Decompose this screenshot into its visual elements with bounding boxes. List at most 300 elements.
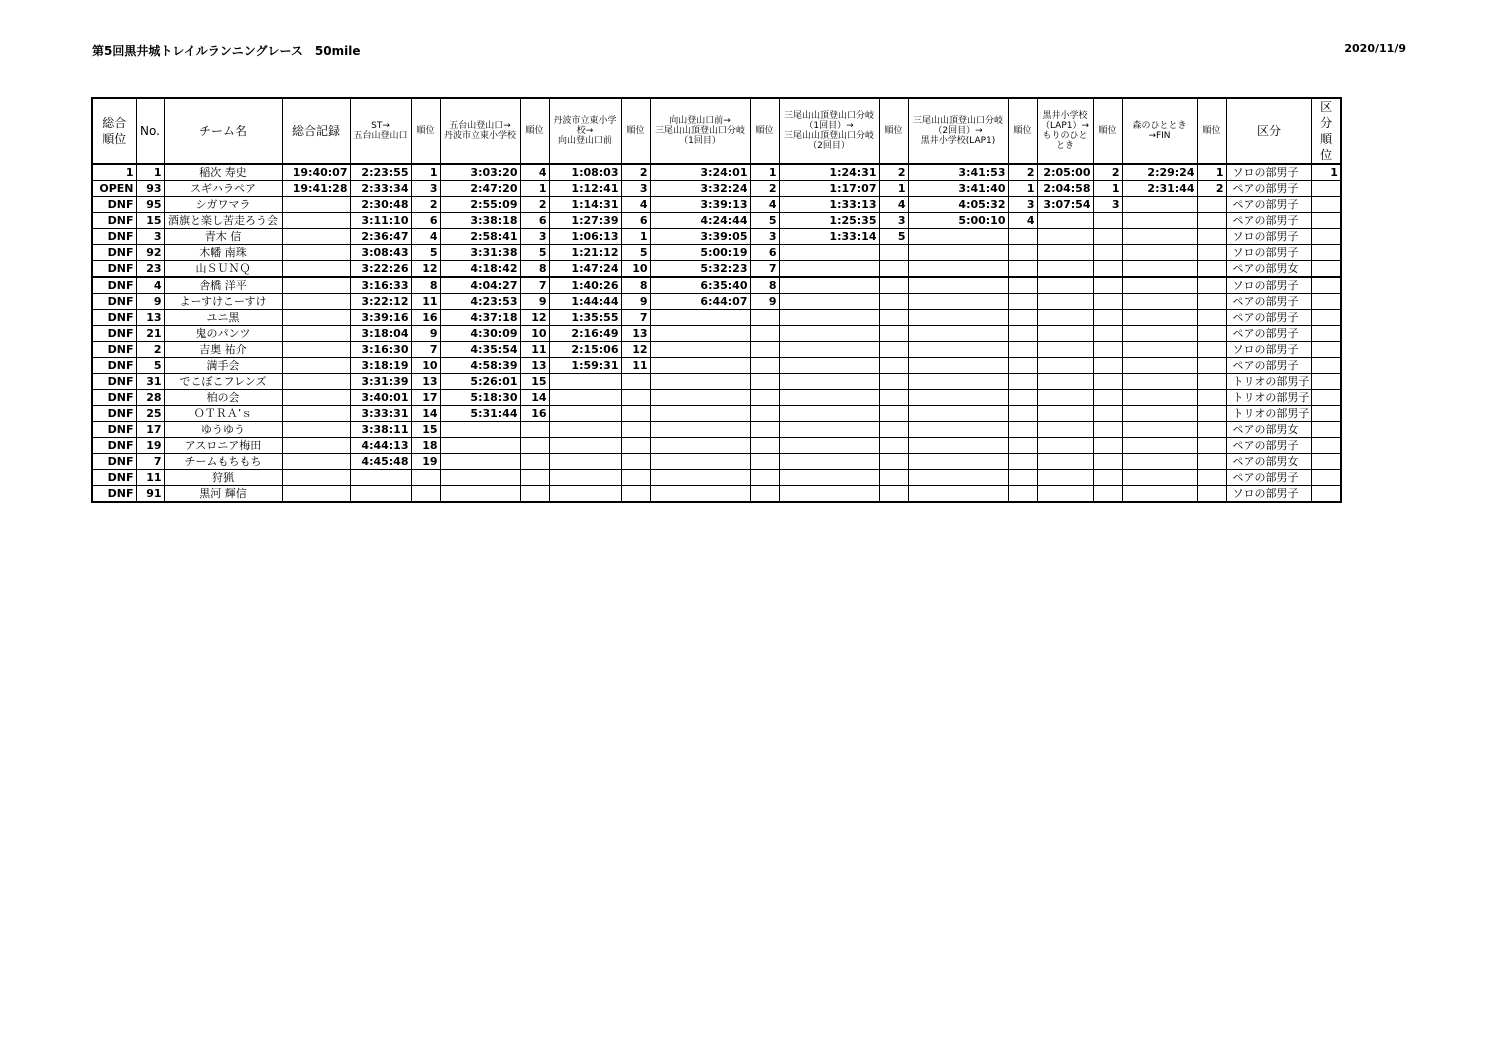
table-cell: 3 bbox=[879, 213, 908, 229]
table-cell: 10 bbox=[621, 261, 650, 278]
table-cell bbox=[282, 422, 350, 438]
table-cell bbox=[1122, 310, 1197, 326]
column-header: 順位 bbox=[750, 98, 779, 164]
table-cell bbox=[879, 438, 908, 454]
table-row bbox=[92, 294, 1341, 310]
table-cell: 3:18:04 bbox=[350, 326, 411, 342]
table-cell bbox=[1093, 294, 1122, 310]
table-cell: 2 bbox=[1197, 181, 1226, 197]
table-cell: 青木 信 bbox=[164, 229, 282, 245]
table-cell bbox=[1197, 310, 1226, 326]
table-cell bbox=[1008, 374, 1037, 390]
table-cell: DNF bbox=[92, 213, 136, 229]
table-cell: ペアの部男子 bbox=[1226, 358, 1312, 374]
table-cell bbox=[1122, 213, 1197, 229]
table-cell: 5 bbox=[520, 245, 549, 261]
table-cell: 9 bbox=[621, 294, 650, 310]
table-cell: 3:16:33 bbox=[350, 277, 411, 294]
table-cell: 4:24:44 bbox=[650, 213, 750, 229]
table-cell: 95 bbox=[136, 197, 164, 213]
table-cell bbox=[621, 374, 650, 390]
table-cell bbox=[1093, 438, 1122, 454]
table-cell: 15 bbox=[411, 422, 440, 438]
table-cell: 91 bbox=[136, 486, 164, 503]
table-cell: 1 bbox=[1008, 181, 1037, 197]
table-cell: 1:40:26 bbox=[549, 277, 621, 294]
table-cell: 1 bbox=[1312, 164, 1341, 181]
table-cell bbox=[908, 486, 1008, 503]
table-cell: 5:00:19 bbox=[650, 245, 750, 261]
table-cell: 1 bbox=[879, 181, 908, 197]
table-cell: ペアの部男子 bbox=[1226, 438, 1312, 454]
table-cell: 2 bbox=[136, 342, 164, 358]
table-cell bbox=[1037, 245, 1093, 261]
table-cell: DNF bbox=[92, 470, 136, 486]
table-cell bbox=[1312, 229, 1341, 245]
table-cell bbox=[350, 486, 411, 503]
table-row bbox=[92, 197, 1341, 213]
table-cell bbox=[1037, 342, 1093, 358]
table-cell: 6 bbox=[411, 213, 440, 229]
column-header: 三尾山山頂登山口分岐 （2回目）→ 黒井小学校(LAP1) bbox=[908, 98, 1008, 164]
table-cell bbox=[549, 470, 621, 486]
table-cell: 13 bbox=[520, 358, 549, 374]
table-cell bbox=[879, 326, 908, 342]
table-cell bbox=[650, 486, 750, 503]
table-cell bbox=[1008, 390, 1037, 406]
table-cell: 7 bbox=[621, 310, 650, 326]
table-cell bbox=[1197, 422, 1226, 438]
table-cell: 23 bbox=[136, 261, 164, 278]
table-cell bbox=[1197, 454, 1226, 470]
table-cell bbox=[1197, 261, 1226, 278]
table-cell bbox=[1093, 486, 1122, 503]
table-cell bbox=[750, 342, 779, 358]
table-cell: 2:15:06 bbox=[549, 342, 621, 358]
table-cell bbox=[1093, 422, 1122, 438]
table-cell: ＯＴＲＡ’ｓ bbox=[164, 406, 282, 422]
table-cell: 吉奥 祐介 bbox=[164, 342, 282, 358]
table-cell bbox=[1312, 277, 1341, 294]
table-cell: 3:24:01 bbox=[650, 164, 750, 181]
table-cell bbox=[1122, 277, 1197, 294]
table-cell: 8 bbox=[411, 277, 440, 294]
table-row bbox=[92, 406, 1341, 422]
table-cell: 13 bbox=[621, 326, 650, 342]
table-cell bbox=[1093, 454, 1122, 470]
table-cell bbox=[1312, 326, 1341, 342]
table-cell bbox=[1008, 438, 1037, 454]
table-cell: 3:22:26 bbox=[350, 261, 411, 278]
table-cell: 21 bbox=[136, 326, 164, 342]
document-title: 第5回黒井城トレイルランニングレース 50mile bbox=[92, 44, 361, 58]
table-cell bbox=[1037, 261, 1093, 278]
table-cell bbox=[879, 406, 908, 422]
table-cell bbox=[621, 422, 650, 438]
table-cell: 5 bbox=[411, 245, 440, 261]
table-cell: 2:36:47 bbox=[350, 229, 411, 245]
table-cell: 6 bbox=[621, 213, 650, 229]
table-cell bbox=[908, 326, 1008, 342]
table-cell: 1:44:44 bbox=[549, 294, 621, 310]
table-cell bbox=[779, 261, 879, 278]
table-cell: 31 bbox=[136, 374, 164, 390]
column-header: ST→ 五台山登山口 bbox=[350, 98, 411, 164]
table-cell: 3 bbox=[750, 229, 779, 245]
table-cell bbox=[350, 470, 411, 486]
table-cell: 1:21:12 bbox=[549, 245, 621, 261]
table-cell bbox=[1197, 358, 1226, 374]
table-cell bbox=[1008, 422, 1037, 438]
table-cell: ペアの部男子 bbox=[1226, 181, 1312, 197]
table-cell bbox=[1122, 326, 1197, 342]
table-cell bbox=[1037, 277, 1093, 294]
table-cell bbox=[1312, 454, 1341, 470]
table-cell: 19:40:07 bbox=[282, 164, 350, 181]
table-cell: 4:23:53 bbox=[440, 294, 520, 310]
table-cell: 28 bbox=[136, 390, 164, 406]
table-cell bbox=[1037, 294, 1093, 310]
table-cell bbox=[879, 342, 908, 358]
table-cell bbox=[1008, 406, 1037, 422]
column-header: 黒井小学校 （LAP1）→ もりのひととき bbox=[1037, 98, 1093, 164]
table-cell: DNF bbox=[92, 390, 136, 406]
table-cell bbox=[1093, 470, 1122, 486]
table-cell bbox=[1312, 294, 1341, 310]
table-cell: 2 bbox=[750, 181, 779, 197]
table-cell: 3:22:12 bbox=[350, 294, 411, 310]
table-cell bbox=[879, 310, 908, 326]
table-cell: 酒旗と楽し苦走ろう会 bbox=[164, 213, 282, 229]
table-cell: 1 bbox=[1197, 164, 1226, 181]
table-cell: 16 bbox=[520, 406, 549, 422]
table-cell bbox=[1312, 213, 1341, 229]
table-cell: 10 bbox=[520, 326, 549, 342]
column-header: 区分 bbox=[1226, 98, 1312, 164]
table-cell bbox=[908, 229, 1008, 245]
table-cell: 黒河 輝信 bbox=[164, 486, 282, 503]
table-cell bbox=[1312, 197, 1341, 213]
table-cell bbox=[411, 470, 440, 486]
table-cell bbox=[1197, 438, 1226, 454]
table-cell bbox=[1093, 374, 1122, 390]
table-cell bbox=[879, 294, 908, 310]
table-cell: 2:30:48 bbox=[350, 197, 411, 213]
table-cell bbox=[1093, 277, 1122, 294]
table-cell: 7 bbox=[520, 277, 549, 294]
table-cell bbox=[750, 454, 779, 470]
table-cell: 12 bbox=[621, 342, 650, 358]
table-cell bbox=[1037, 390, 1093, 406]
table-cell bbox=[520, 454, 549, 470]
table-cell: 1:59:31 bbox=[549, 358, 621, 374]
table-cell bbox=[282, 486, 350, 503]
table-cell: 14 bbox=[411, 406, 440, 422]
table-cell: 5 bbox=[136, 358, 164, 374]
table-cell bbox=[879, 470, 908, 486]
table-cell bbox=[1093, 390, 1122, 406]
table-cell: 1:12:41 bbox=[549, 181, 621, 197]
table-cell bbox=[1037, 326, 1093, 342]
table-cell bbox=[779, 326, 879, 342]
table-cell: 18 bbox=[411, 438, 440, 454]
table-cell: 3:33:31 bbox=[350, 406, 411, 422]
table-cell: 2 bbox=[621, 164, 650, 181]
table-cell: 3:32:24 bbox=[650, 181, 750, 197]
table-cell bbox=[650, 390, 750, 406]
table-cell bbox=[282, 261, 350, 278]
table-cell bbox=[549, 454, 621, 470]
table-cell: 2:29:24 bbox=[1122, 164, 1197, 181]
table-cell bbox=[440, 422, 520, 438]
table-cell bbox=[282, 390, 350, 406]
table-cell: スギハラペア bbox=[164, 181, 282, 197]
table-cell: 1 bbox=[621, 229, 650, 245]
table-cell: アスロニア梅田 bbox=[164, 438, 282, 454]
table-cell bbox=[879, 277, 908, 294]
table-cell bbox=[282, 454, 350, 470]
table-cell: 1:35:55 bbox=[549, 310, 621, 326]
table-cell: 6:35:40 bbox=[650, 277, 750, 294]
table-cell: 3:41:53 bbox=[908, 164, 1008, 181]
table-cell: 3:38:11 bbox=[350, 422, 411, 438]
table-cell: 1:33:13 bbox=[779, 197, 879, 213]
table-cell: 11 bbox=[520, 342, 549, 358]
table-cell: 1:17:07 bbox=[779, 181, 879, 197]
table-cell bbox=[908, 261, 1008, 278]
table-cell: DNF bbox=[92, 310, 136, 326]
table-cell: 1:08:03 bbox=[549, 164, 621, 181]
table-cell bbox=[520, 470, 549, 486]
table-cell bbox=[1037, 310, 1093, 326]
table-cell: 3:16:30 bbox=[350, 342, 411, 358]
table-cell: ペアの部男子 bbox=[1226, 213, 1312, 229]
table-cell: 2:04:58 bbox=[1037, 181, 1093, 197]
table-cell: 93 bbox=[136, 181, 164, 197]
table-cell bbox=[621, 454, 650, 470]
table-cell bbox=[1093, 261, 1122, 278]
table-cell: 1 bbox=[411, 164, 440, 181]
table-cell: ソロの部男子 bbox=[1226, 277, 1312, 294]
table-cell bbox=[549, 406, 621, 422]
table-cell bbox=[779, 438, 879, 454]
table-cell: 2:23:55 bbox=[350, 164, 411, 181]
table-cell: 3:39:16 bbox=[350, 310, 411, 326]
table-cell: 14 bbox=[520, 390, 549, 406]
table-cell: 7 bbox=[136, 454, 164, 470]
table-cell bbox=[1197, 486, 1226, 503]
column-header: 三尾山山頂登山口分岐 （1回目）→ 三尾山山頂登山口分岐 （2回目） bbox=[779, 98, 879, 164]
table-cell: 5 bbox=[621, 245, 650, 261]
table-cell: 4 bbox=[879, 197, 908, 213]
table-cell: 3 bbox=[621, 181, 650, 197]
table-cell: ペアの部男子 bbox=[1226, 470, 1312, 486]
table-cell bbox=[282, 406, 350, 422]
table-cell bbox=[1197, 213, 1226, 229]
table-cell: 16 bbox=[411, 310, 440, 326]
table-cell bbox=[650, 470, 750, 486]
table-cell: 3:31:38 bbox=[440, 245, 520, 261]
table-cell bbox=[549, 438, 621, 454]
table-cell bbox=[1037, 486, 1093, 503]
table-cell: 3 bbox=[136, 229, 164, 245]
table-row bbox=[92, 486, 1341, 503]
table-cell: 3:40:01 bbox=[350, 390, 411, 406]
table-cell bbox=[1122, 422, 1197, 438]
table-cell bbox=[282, 294, 350, 310]
table-cell bbox=[1122, 390, 1197, 406]
table-cell: 2 bbox=[411, 197, 440, 213]
table-cell bbox=[440, 470, 520, 486]
table-cell bbox=[1008, 261, 1037, 278]
table-cell bbox=[1312, 342, 1341, 358]
table-cell: DNF bbox=[92, 406, 136, 422]
table-cell bbox=[1037, 374, 1093, 390]
table-cell: 1:33:14 bbox=[779, 229, 879, 245]
table-cell bbox=[1122, 454, 1197, 470]
table-cell bbox=[1122, 406, 1197, 422]
table-cell: 鬼のパンツ bbox=[164, 326, 282, 342]
table-cell: 2:16:49 bbox=[549, 326, 621, 342]
table-cell: 稲次 寿史 bbox=[164, 164, 282, 181]
table-cell: 4 bbox=[411, 229, 440, 245]
table-cell bbox=[650, 406, 750, 422]
table-cell bbox=[1008, 229, 1037, 245]
table-cell bbox=[1312, 486, 1341, 503]
table-cell: 木幡 南珠 bbox=[164, 245, 282, 261]
table-cell: 2 bbox=[1093, 164, 1122, 181]
table-cell: 19 bbox=[411, 454, 440, 470]
table-cell: 4 bbox=[621, 197, 650, 213]
table-cell bbox=[1008, 245, 1037, 261]
table-cell bbox=[650, 326, 750, 342]
table-cell: 3:08:43 bbox=[350, 245, 411, 261]
table-cell: DNF bbox=[92, 229, 136, 245]
table-cell bbox=[908, 438, 1008, 454]
table-cell bbox=[779, 374, 879, 390]
table-cell: 3:39:05 bbox=[650, 229, 750, 245]
table-cell bbox=[282, 277, 350, 294]
column-header: 順位 bbox=[879, 98, 908, 164]
table-cell bbox=[1312, 261, 1341, 278]
table-cell bbox=[1197, 229, 1226, 245]
table-cell bbox=[1122, 342, 1197, 358]
table-cell bbox=[549, 422, 621, 438]
table-cell: 4 bbox=[136, 277, 164, 294]
table-cell bbox=[1122, 486, 1197, 503]
table-row bbox=[92, 326, 1341, 342]
table-cell bbox=[908, 422, 1008, 438]
table-cell bbox=[650, 358, 750, 374]
table-cell: DNF bbox=[92, 486, 136, 503]
column-header: 丹波市立東小学 校→ 向山登山口前 bbox=[549, 98, 621, 164]
table-cell bbox=[549, 374, 621, 390]
table-row bbox=[92, 390, 1341, 406]
table-cell bbox=[282, 213, 350, 229]
table-cell: 1 bbox=[1093, 181, 1122, 197]
table-cell bbox=[1093, 358, 1122, 374]
table-cell bbox=[750, 486, 779, 503]
table-cell: 狩猟 bbox=[164, 470, 282, 486]
table-cell bbox=[1122, 197, 1197, 213]
column-header: 向山登山口前→ 三尾山山頂登山口分岐 （1回目） bbox=[650, 98, 750, 164]
table-cell bbox=[282, 229, 350, 245]
table-cell: 11 bbox=[136, 470, 164, 486]
table-cell: 6 bbox=[750, 245, 779, 261]
table-cell: 2:31:44 bbox=[1122, 181, 1197, 197]
table-cell bbox=[621, 438, 650, 454]
table-cell: DNF bbox=[92, 294, 136, 310]
table-cell bbox=[282, 245, 350, 261]
table-cell bbox=[650, 438, 750, 454]
table-cell: 5 bbox=[750, 213, 779, 229]
table-cell: 12 bbox=[520, 310, 549, 326]
table-cell bbox=[1008, 310, 1037, 326]
table-cell bbox=[908, 454, 1008, 470]
table-cell bbox=[650, 454, 750, 470]
table-cell bbox=[908, 294, 1008, 310]
table-cell bbox=[1037, 438, 1093, 454]
table-cell bbox=[750, 390, 779, 406]
table-cell bbox=[1312, 358, 1341, 374]
table-cell bbox=[621, 486, 650, 503]
table-cell bbox=[1197, 294, 1226, 310]
table-cell: ペアの部男女 bbox=[1226, 261, 1312, 278]
column-header: 区分 順位 bbox=[1312, 98, 1341, 164]
table-cell: シガワマラ bbox=[164, 197, 282, 213]
table-cell: ペアの部男女 bbox=[1226, 454, 1312, 470]
table-cell bbox=[1008, 358, 1037, 374]
table-cell: 7 bbox=[411, 342, 440, 358]
table-cell bbox=[879, 454, 908, 470]
table-cell bbox=[282, 470, 350, 486]
table-cell: 3:03:20 bbox=[440, 164, 520, 181]
table-cell: 9 bbox=[136, 294, 164, 310]
table-cell bbox=[650, 310, 750, 326]
table-cell bbox=[1008, 486, 1037, 503]
table-cell bbox=[1197, 470, 1226, 486]
table-cell bbox=[621, 470, 650, 486]
table-cell bbox=[779, 310, 879, 326]
table-cell: トリオの部男子 bbox=[1226, 390, 1312, 406]
table-cell: DNF bbox=[92, 374, 136, 390]
table-cell bbox=[779, 245, 879, 261]
table-cell bbox=[1197, 342, 1226, 358]
table-cell: トリオの部男子 bbox=[1226, 374, 1312, 390]
table-cell bbox=[779, 294, 879, 310]
table-cell: 15 bbox=[136, 213, 164, 229]
table-cell bbox=[750, 422, 779, 438]
table-cell: ソロの部男子 bbox=[1226, 164, 1312, 181]
results-table bbox=[91, 97, 1342, 503]
table-cell: ペアの部男子 bbox=[1226, 310, 1312, 326]
column-header: 五台山登山口→ 丹波市立東小学校 bbox=[440, 98, 520, 164]
table-cell: 2:55:09 bbox=[440, 197, 520, 213]
table-cell: 6:44:07 bbox=[650, 294, 750, 310]
table-cell bbox=[1037, 229, 1093, 245]
table-cell: 13 bbox=[136, 310, 164, 326]
table-cell: 5:00:10 bbox=[908, 213, 1008, 229]
table-cell: 舎橋 洋平 bbox=[164, 277, 282, 294]
table-cell bbox=[779, 486, 879, 503]
table-cell bbox=[1197, 277, 1226, 294]
table-cell: ユニ黒 bbox=[164, 310, 282, 326]
table-cell bbox=[779, 422, 879, 438]
table-cell bbox=[750, 438, 779, 454]
table-cell: チームもちもち bbox=[164, 454, 282, 470]
table-cell bbox=[1093, 245, 1122, 261]
table-cell bbox=[750, 406, 779, 422]
